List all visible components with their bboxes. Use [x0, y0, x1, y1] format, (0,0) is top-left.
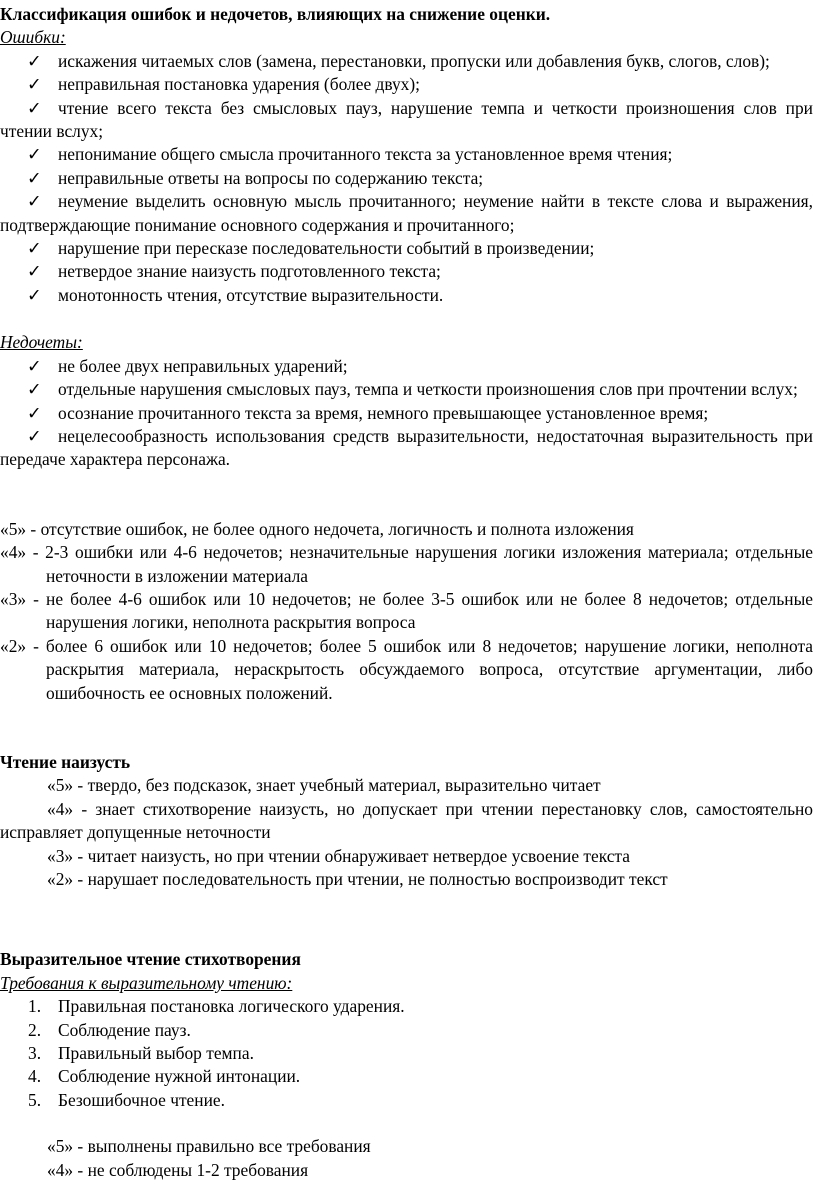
list-item: ✓ нарушение при пересказе последовательности событий в произведении;	[0, 237, 813, 260]
errors-heading: Ошибки:	[0, 27, 66, 48]
spacer	[0, 705, 813, 751]
spacer	[0, 307, 813, 331]
list-item: 1. Правильная постановка логического ударения.	[28, 996, 405, 1017]
memorized-list	[0, 774, 813, 891]
requirements-list	[0, 995, 813, 1112]
shortcomings-list	[0, 355, 813, 472]
check-icon: ✓	[27, 402, 42, 423]
shortcomings-heading: Недочеты:	[0, 332, 83, 353]
list-item: ✓ монотонность чтения, отсутствие выразительности.	[0, 284, 813, 307]
list-item: 5. Безошибочное чтение.	[28, 1089, 225, 1110]
expressive-grades	[0, 1135, 813, 1182]
check-icon: ✓	[27, 238, 42, 259]
grade-line: «4» - 2-3 ошибки или 4-6 недочетов; незначительные нарушения логики изложения материала; отдельные неточности в изложении материала	[0, 542, 813, 586]
grades-list	[0, 518, 813, 705]
check-icon: ✓	[27, 355, 42, 376]
check-icon: ✓	[27, 261, 42, 282]
check-icon: ✓	[27, 425, 42, 446]
list-item: ✓ неумение выделить основную мысль прочитанного; неумение найти в тексте слова и выражения, подтверждающие понимание основного содержания и прочитанного;	[0, 191, 813, 235]
list-item: ✓ неправильные ответы на вопросы по содержанию текста;	[0, 167, 813, 190]
list-item: ✓ искажения читаемых слов (замена, перестановки, пропуски или добавления букв, слогов, слов);	[0, 50, 813, 73]
list-item: ✓ нецелесообразность использования средств выразительности, недостаточная выразительность при передаче характера персонажа.	[0, 425, 813, 470]
check-icon: ✓	[27, 74, 42, 95]
check-icon: ✓	[27, 97, 42, 118]
list-item: 3. Правильный выбор темпа.	[28, 1043, 254, 1064]
list-item: 4. Соблюдение нужной интонации.	[28, 1066, 301, 1087]
grade-line: «2» - более 6 ошибок или 10 недочетов; более 5 ошибок или 8 недочетов; нарушение логики, неполнота раскрытия материала, нераскрытость обсуждаемого вопроса, отсутствие аргументации, либо ошибочность ее основных положений.	[0, 635, 813, 703]
grade-line: «3» - читает наизусть, но при чтении обнаруживает нетвердое усвоение текста	[47, 845, 630, 866]
list-item: ✓ чтение всего текста без смысловых пауз, нарушение темпа и четкости произношения слов при чтении вслух;	[0, 97, 813, 142]
spacer	[0, 1112, 813, 1135]
spacer	[0, 891, 813, 948]
check-icon: ✓	[27, 379, 42, 400]
list-item: ✓ осознание прочитанного текста за время, немного превышающее установленное время;	[0, 402, 813, 425]
list-item: ✓ неправильная постановка ударения (более двух);	[0, 73, 813, 96]
grade-line: «4» - не соблюдены 1-2 требования	[47, 1159, 309, 1180]
memorized-heading: Чтение наизусть	[0, 751, 131, 772]
list-item: 2. Соблюдение пауз.	[28, 1019, 191, 1040]
grade-line: «4» - знает стихотворение наизусть, но допускает при чтении перестановку слов, самостоятельно исправляет допущенные неточности	[0, 798, 813, 843]
check-icon: ✓	[27, 167, 42, 188]
list-item: ✓ непонимание общего смысла прочитанного текста за установленное время чтения;	[0, 143, 813, 166]
expressive-heading: Выразительное чтение стихотворения	[0, 949, 301, 970]
grade-line: «5» - выполнены правильно все требования	[47, 1136, 371, 1157]
errors-list	[0, 50, 813, 307]
check-icon: ✓	[27, 284, 42, 305]
grade-line: «5» - отсутствие ошибок, не более одного недочета, логичность и полнота изложения	[0, 518, 634, 539]
document-title: Классификация ошибок и недочетов, влияющих на снижение оценки.	[0, 4, 551, 24]
check-icon: ✓	[27, 50, 42, 71]
grade-line: «5» - твердо, без подсказок, знает учебный материал, выразительно читает	[47, 775, 601, 796]
spacer	[0, 472, 813, 518]
check-icon: ✓	[27, 144, 42, 165]
grade-line: «2» - нарушает последовательность при чтении, не полностью воспроизводит текст	[47, 869, 668, 889]
list-item: ✓ отдельные нарушения смысловых пауз, темпа и четкости произношения слов при прочтении вслух;	[0, 378, 813, 401]
grade-line: «3» - не более 4-6 ошибок или 10 недочетов; не более 3-5 ошибок или не более 8 недочетов; отдельные нарушения логики, неполнота раскрытия вопроса	[0, 588, 813, 633]
list-item: ✓ не более двух неправильных ударений;	[0, 355, 813, 378]
requirements-heading: Требования к выразительному чтению:	[0, 972, 293, 993]
list-item: ✓ нетвердое знание наизусть подготовленного текста;	[0, 260, 813, 283]
check-icon: ✓	[27, 191, 42, 212]
